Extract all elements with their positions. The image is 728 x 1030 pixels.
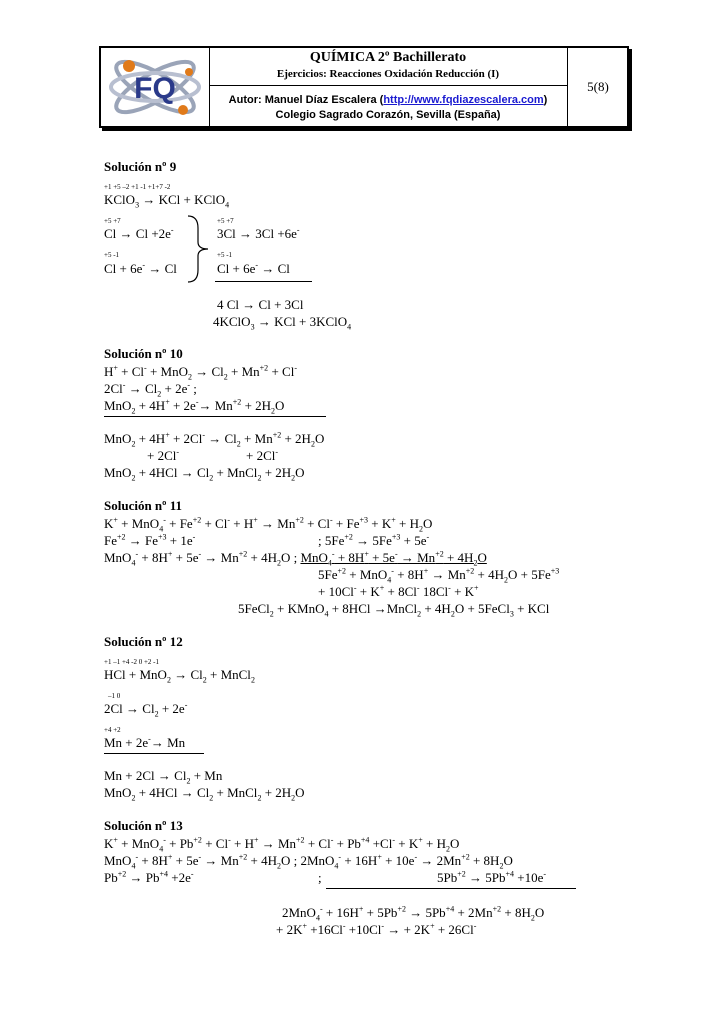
doc-subtitle: Ejercicios: Reacciones Oxidación Reducción (I) — [276, 68, 500, 80]
document-header — [99, 46, 629, 128]
s13-spectators: + 2K+ +16Cl- +10Cl- → + 2K+ + 26Cl- — [276, 921, 477, 937]
s11-half-fe-x5: ; $5Fe^{+2} \to 5Fe^{+3} + 5e^-$ — [318, 532, 430, 548]
s11-equation: $K^+ + MnO_4^- + Fe^{+2} + Cl^- + H^+ \to Mn^{+2} + Cl^- + Fe^{+3} + K^+ + H_2O$ — [104, 515, 433, 534]
s10-equation: $H^+ + Cl^- + MnO_2 \to Cl_2 + Mn^{+2} + Cl^-$ — [104, 363, 297, 382]
s13-sum-line — [326, 888, 576, 889]
right-brace-icon — [186, 214, 212, 284]
s10-ionic: $MnO_2 + 4H^+ + 2Cl^- \to Cl_2 + Mn^{+2} + 2H_2O$ — [104, 430, 325, 449]
s10-half-2: $MnO_2 + 4H^+ + 2e^-\to Mn^{+2} + 2H_2O$ — [104, 397, 285, 416]
s9-half-reduction: Cl + 6e- → Cl — [104, 260, 177, 276]
s9-half-oxidation: Cl → Cl +2e- — [104, 225, 174, 241]
author-website-link[interactable]: http://www.fqdiazescalera.com — [383, 94, 544, 106]
header-info — [209, 48, 567, 126]
s11-half-mn: $MnO_4^- + 8H^+ + 5e^- \to Mn^{+2} + 4H_2O$ ; $MnO_4^- + 8H^+ + 5e^- \to Mn^{+2} + 4H_2O$ — [104, 549, 487, 568]
s9-equation: KClO$_3$ → KCl + KClO$_4$ — [104, 192, 230, 210]
s13-half-pb: $Pb^{+2} \to Pb^{+4} +2e^-$ — [104, 869, 194, 885]
s9-oxidation-numbers: +1 +5 –2 +1 -1 +1+7 -2 — [104, 183, 171, 191]
s13-ionic: $2MnO_4^- + 16H^+ + 5Pb^{+2} \to 5Pb^{+4} + 2Mn^{+2} + 8H_2O$ — [282, 904, 545, 923]
s10-spectators-right: + 2Cl- — [246, 447, 279, 463]
s12-half-1: $2Cl \to Cl_2 + 2e^-$ — [104, 700, 188, 719]
s12-equation: HCl + $MnO_2 \to Cl_2$ + MnCl$_2$ — [104, 667, 255, 685]
s10-sum-line — [104, 416, 326, 417]
s9-sum-2: 4KClO$_3$ → KCl + 3KClO$_4$ — [213, 314, 352, 332]
s12-half-2: Mn + 2e-→ Mn — [104, 734, 186, 750]
s12-molecular: $MnO_2 + 4HCl \to Cl_2$ + MnCl$_2$ + $2H_2O$ — [104, 785, 305, 803]
solution-11-title: Solución nº 11 — [104, 498, 182, 513]
s13-separator: ; — [318, 870, 322, 885]
s12-oxidation-numbers: +1 –1 +4 -2 0 +2 -1 — [104, 658, 160, 666]
s13-half-pb-x5: $5Pb^{+2} \to 5Pb^{+4} +10e^-$ — [437, 869, 547, 885]
author-line: Autor: Manuel Díaz Escalera (http://www.fqdiazescalera.com) — [228, 94, 548, 106]
s9-sum-1: 4 Cl → Cl + 3Cl — [217, 297, 304, 312]
header-divider — [209, 85, 567, 86]
s9-ox-right-1: +5 +7 — [217, 217, 234, 225]
s11-ionic: $5Fe^{+2} + MnO_4^- + 8H^+ \to Mn^{+2} + 4H_2O + 5Fe^{+3}$ — [318, 566, 560, 585]
s9-ox-right-2: +5 -1 — [217, 251, 233, 259]
solution-13-title: Solución nº 13 — [104, 818, 183, 833]
school-line: Colegio Sagrado Corazón, Sevilla (España) — [275, 109, 501, 121]
s9-half-reduction-right: Cl + 6e- → Cl — [217, 260, 290, 276]
solution-12-title: Solución nº 12 — [104, 634, 183, 649]
s10-half-1: $2Cl^- \to Cl_2 + 2e^-$ ; — [104, 380, 197, 399]
s12-ox-3: +4 +2 — [104, 726, 121, 734]
s12-sum: $Mn + 2Cl \to Cl_2 + Mn$ — [104, 768, 223, 786]
s9-ox-left-1: +5 +7 — [104, 217, 121, 225]
solution-9-title: Solución nº 9 — [104, 159, 177, 174]
svg-text:FQ: FQ — [134, 72, 176, 105]
s13-equation: $K^+ + MnO_4^- + Pb^{+2} + Cl^- + H^+ \to Mn^{+2} + Cl^- + Pb^{+4} +Cl^- + K^+ + H_2O$ — [104, 835, 460, 854]
s9-half-oxidation-x3: 3Cl → 3Cl +6e- — [217, 225, 300, 241]
s11-half-fe: $Fe^{+2} \to Fe^{+3} + 1e^-$ — [104, 532, 196, 548]
s10-spectators-left: + 2Cl- — [147, 447, 180, 463]
solution-10-title: Solución nº 10 — [104, 346, 183, 361]
s11-spectators: + 10Cl- + K+ + 8Cl- 18Cl- + K+ — [318, 583, 479, 599]
atom-logo-icon — [101, 48, 209, 126]
doc-title: QUÍMICA 2º Bachillerato — [309, 50, 467, 65]
s10-molecular: $MnO_2 + 4HCl \to Cl_2$ + MnCl$_2$ + $2H_2O$ — [104, 465, 305, 483]
s12-sum-line — [104, 753, 204, 754]
s9-sum-line — [215, 281, 312, 282]
s12-ox-2: –1 0 — [108, 692, 121, 700]
s9-ox-left-2: +5 -1 — [104, 251, 120, 259]
page-number: 5(8) — [567, 48, 628, 126]
s13-half-mn: $MnO_4^- + 8H^+ + 5e^- \to Mn^{+2} + 4H_2O$ ; $2MnO_4^- + 16H^+ + 10e^- \to 2Mn^{+2} + 8H_2O$ — [104, 852, 513, 871]
s11-molecular: 5FeCl$_2$ + KMnO$_4$ + 8HCl →MnCl$_2$ + $4H_2O$ + 5FeCl$_3$ + KCl — [238, 601, 550, 619]
logo-cell — [101, 48, 210, 126]
